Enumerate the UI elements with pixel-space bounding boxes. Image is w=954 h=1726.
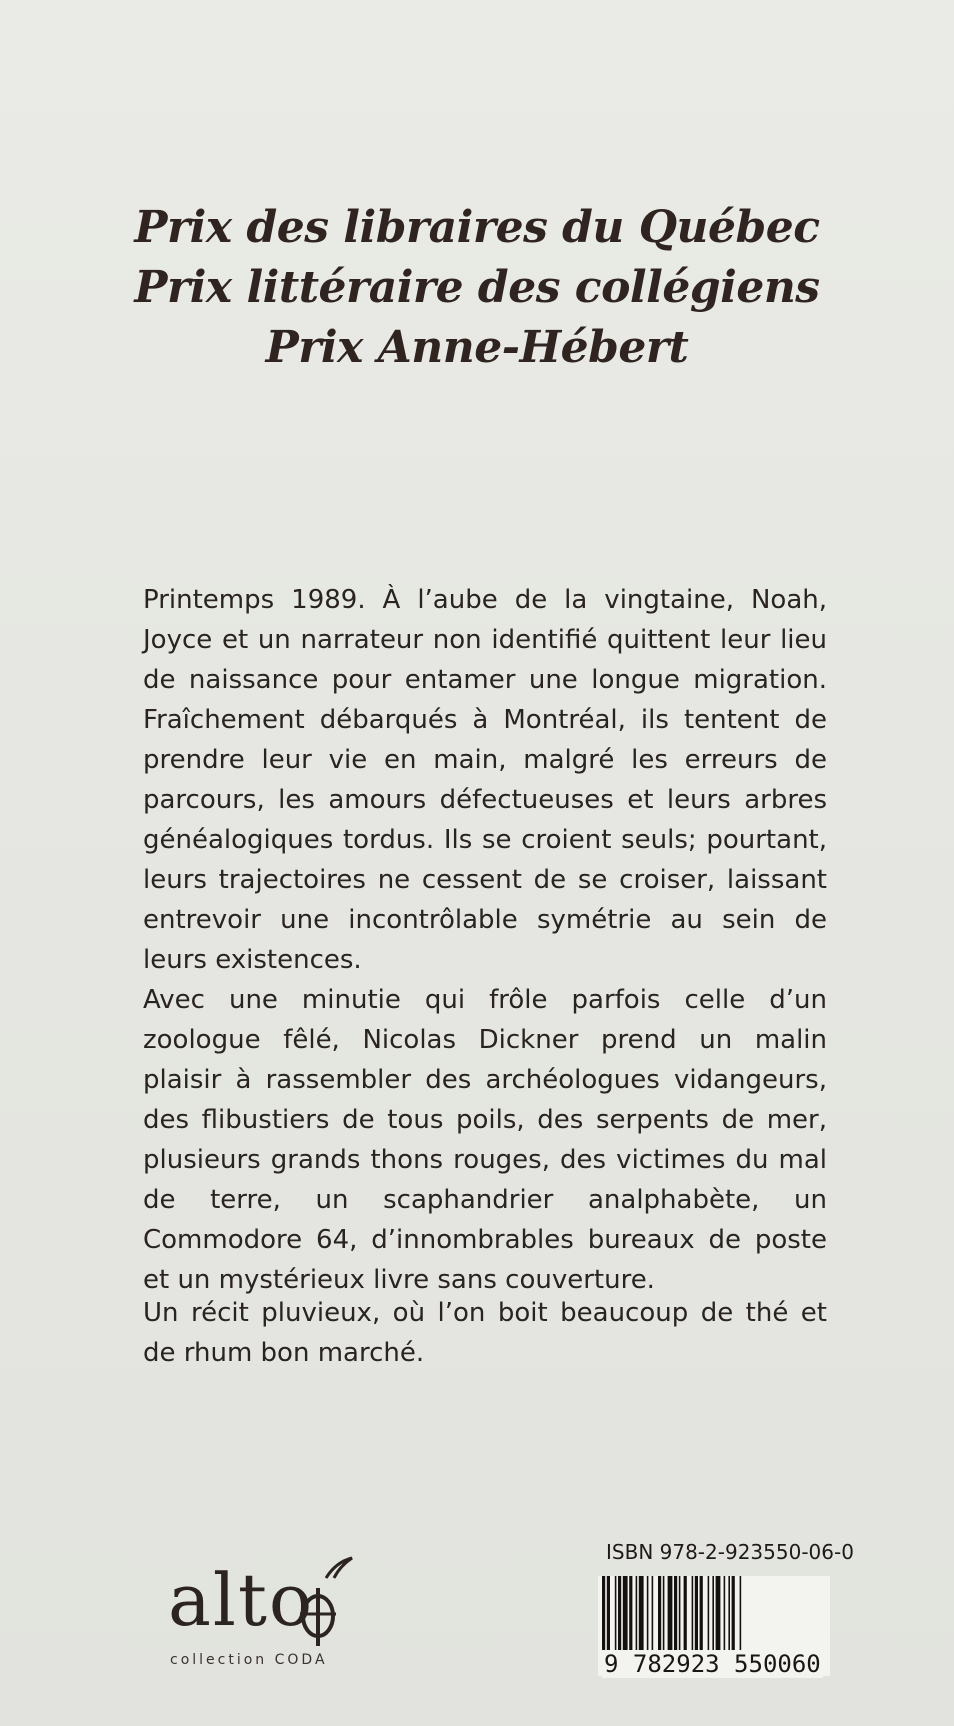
publisher-logo — [168, 1560, 358, 1700]
synopsis-paragraph: Printemps 1989. À l’aube de la vingtaine, Noah, Joyce et un narrateur non identifié quittent leur lieu de naissance pour entamer une longue migration. Fraîchement débarqués à Montréal, ils tentent de prendre leur vie en main, malgré les erreurs de parcours, les amours défectueuses et leurs arbres généalogiques tordus. Ils se croient seuls; pourtant, leurs trajectoires ne cessent de se croiser, laissant entrevoir une incontrôlable symétrie au sein de leurs existences. — [143, 585, 827, 975]
award-line: Prix Anne-Hébert — [265, 322, 689, 373]
publisher-name: alto — [168, 1558, 315, 1642]
award-line: Prix littéraire des collégiens — [134, 262, 820, 313]
synopsis-paragraph: Un récit pluvieux, où l’on boit beaucoup de thé et de rhum bon marché. — [143, 1298, 827, 1368]
publisher-mark-icon — [296, 1548, 356, 1648]
barcode-digits: 9 782923 550060 — [604, 1650, 821, 1678]
synopsis-paragraph: Avec une minutie qui frôle parfois celle d’un zoologue fêlé, Nicolas Dickner prend un malin plaisir à rassembler des archéologues vidangeurs, des flibustiers de tous poils, des serpents de mer, plusieurs grands thons rouges, des victimes du mal de terre, un scaphandrier analphabète, un Commodore 64, d’innombrables bureaux de poste et un mystérieux livre sans couverture. — [143, 985, 827, 1295]
isbn-block — [598, 1540, 854, 1690]
award-line: Prix des libraires du Québec — [134, 202, 820, 253]
awards-list — [0, 198, 954, 378]
collection-label: collection CODA — [170, 1652, 328, 1668]
isbn-number: ISBN 978-2-923550-06-0 — [606, 1540, 854, 1564]
